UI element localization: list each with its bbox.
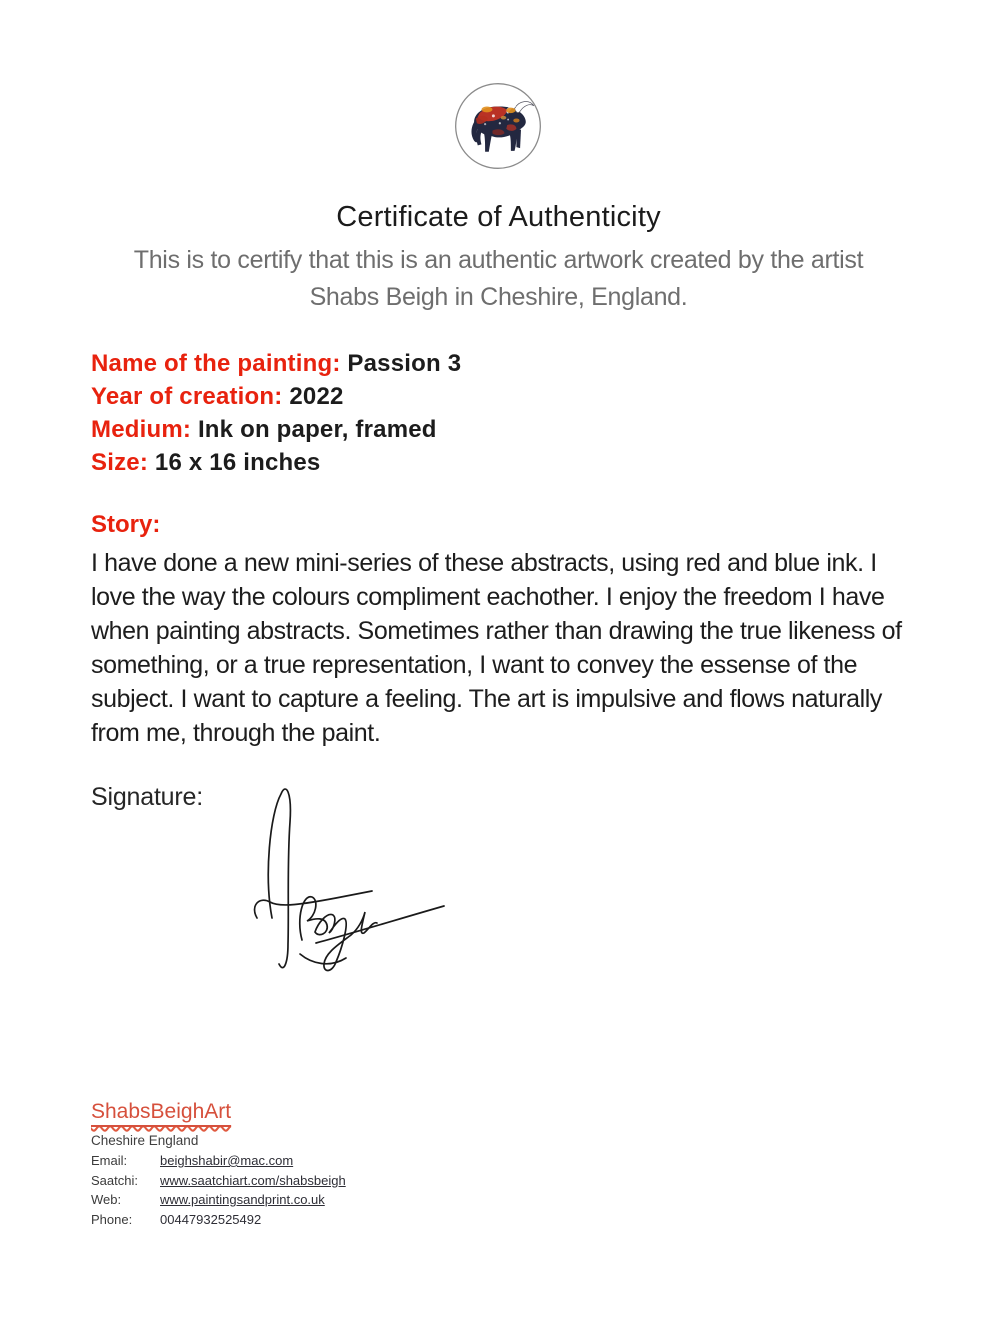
signature-label: Signature:	[91, 783, 203, 811]
artist-signature-icon	[246, 776, 456, 988]
phone-number: 00447932525492	[160, 1211, 262, 1227]
contact-block	[91, 1100, 346, 1227]
detail-label: Size:	[91, 449, 149, 476]
detail-value: 16 x 16 inches	[154, 449, 321, 476]
saatchi-link[interactable]: www.saatchiart.com/shabsbeigh	[160, 1172, 346, 1188]
detail-value: Passion 3	[347, 350, 462, 377]
contact-rows	[91, 1153, 346, 1227]
detail-row-medium	[91, 413, 461, 446]
saatchi-label: Saatchi:	[91, 1172, 138, 1188]
certification-statement-line2: Shabs Beigh in Cheshire, England.	[309, 283, 688, 311]
phone-label: Phone:	[91, 1211, 133, 1227]
email-label: Email:	[91, 1153, 128, 1168]
email-link[interactable]: beighshabir@mac.com	[160, 1153, 294, 1168]
web-label: Web:	[91, 1192, 122, 1207]
detail-row-name	[91, 347, 461, 380]
detail-label: Name of the painting:	[91, 350, 341, 377]
detail-label: Medium:	[91, 416, 192, 443]
detail-value: 2022	[289, 383, 344, 410]
detail-label: Year of creation:	[91, 383, 283, 410]
detail-value: Ink on paper, framed	[197, 416, 437, 443]
page-title: Certificate of Authenticity	[336, 201, 661, 233]
detail-row-size	[91, 446, 461, 479]
brand-name: ShabsBeighArt	[91, 1100, 232, 1123]
certification-statement-line1: This is to certify that this is an authentic artwork created by the artist	[133, 246, 864, 274]
bull-logo	[452, 80, 544, 172]
artist-location: Cheshire England	[91, 1133, 199, 1148]
artwork-details	[91, 347, 461, 479]
certification-statement	[0, 242, 997, 316]
web-link[interactable]: www.paintingsandprint.co.uk	[160, 1192, 325, 1207]
story-heading: Story:	[91, 511, 161, 538]
story-text: I have done a new mini-series of these abstracts, using red and blue ink. I love the way the colours compliment eachother. I enjoy the freedom I have when painting abstracts. Sometimes rather than drawing the true likeness of something, or a true representation, I want to convey the essense of the subject. I want to capture a feeling. The art is impulsive and flows naturally from me, through the paint.	[91, 549, 902, 747]
detail-row-year	[91, 380, 461, 413]
bull-logo-icon	[452, 80, 544, 172]
